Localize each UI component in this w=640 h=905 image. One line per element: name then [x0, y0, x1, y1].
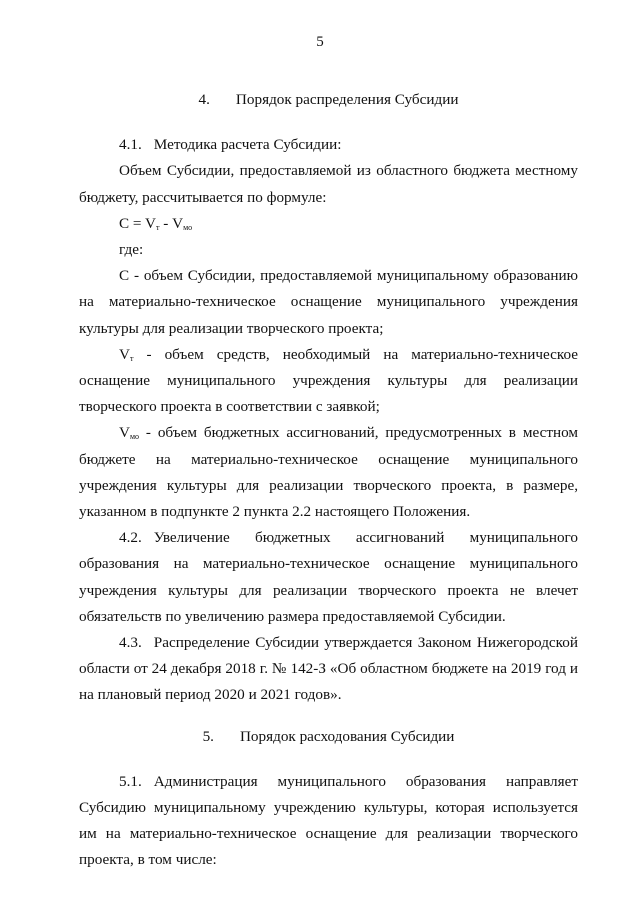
- paragraph-volume-intro: Объем Субсидии, предоставляемой из областного бюджета местному бюджету, рассчитывается по формуле:: [79, 162, 578, 206]
- section-4-number: 4.: [198, 91, 210, 108]
- page-number: 5: [316, 34, 324, 50]
- formula: $C = V_т - V_{мо}$: [119, 214, 193, 232]
- paragraph-vmo-definition: $V_{мо}$ - объем бюджетных ассигнований, предусмотренных в местном бюджете на материально-техническое оснащение муниципального учреждения культуры для реализации творческого проекта, в размере, указанном в подпункте 2 пункта 2.2 настоящего Положения.: [79, 424, 578, 521]
- section-5-number: 5.: [202, 727, 214, 745]
- paragraph-4-1-number: 4.1.: [119, 136, 142, 154]
- where-label: где:: [119, 241, 144, 259]
- paragraph-4-1: [79, 132, 578, 158]
- section-5-heading: [79, 724, 578, 750]
- document-body: [79, 87, 578, 874]
- paragraph-4-3: 4.3. Распределение Субсидии утверждается Законом Нижегородской области от 24 декабря 2018 г. № 142-З «Об областном бюджете на 2019 год и на плановый период 2020 и 2021 годов».: [79, 634, 578, 704]
- section-4-heading: [79, 87, 578, 113]
- paragraph-4-1-text: Методика расчета Субсидии:: [153, 136, 342, 154]
- paragraph-c-definition: C - объем Субсидии, предоставляемой муниципальному образованию на материально-техническое оснащение муниципального учреждения культуры для реализации творческого проекта;: [79, 267, 578, 337]
- section-4-title: Порядок распределения Субсидии: [235, 91, 459, 108]
- section-5-title: Порядок расходования Субсидии: [239, 727, 455, 745]
- paragraph-4-2: 4.2. Увеличение бюджетных ассигнований муниципального образования на материально-техническое оснащение муниципального учреждения культуры для реализации творческого проекта не влечет обязательств по увеличению размера предоставляемой Субсидии.: [79, 529, 578, 625]
- paragraph-vt-definition: $V_т$ - объем средств, необходимый на материально-техническое оснащение муниципального учреждения культуры для реализации творческого проекта в соответствии с заявкой;: [79, 345, 578, 416]
- paragraph-5-1: 5.1. Администрация муниципального образования направляет Субсидию муниципальному учреждению культуры, которая используется им на материально-техническое оснащение для реализации творческого проекта, в том числе:: [79, 772, 578, 869]
